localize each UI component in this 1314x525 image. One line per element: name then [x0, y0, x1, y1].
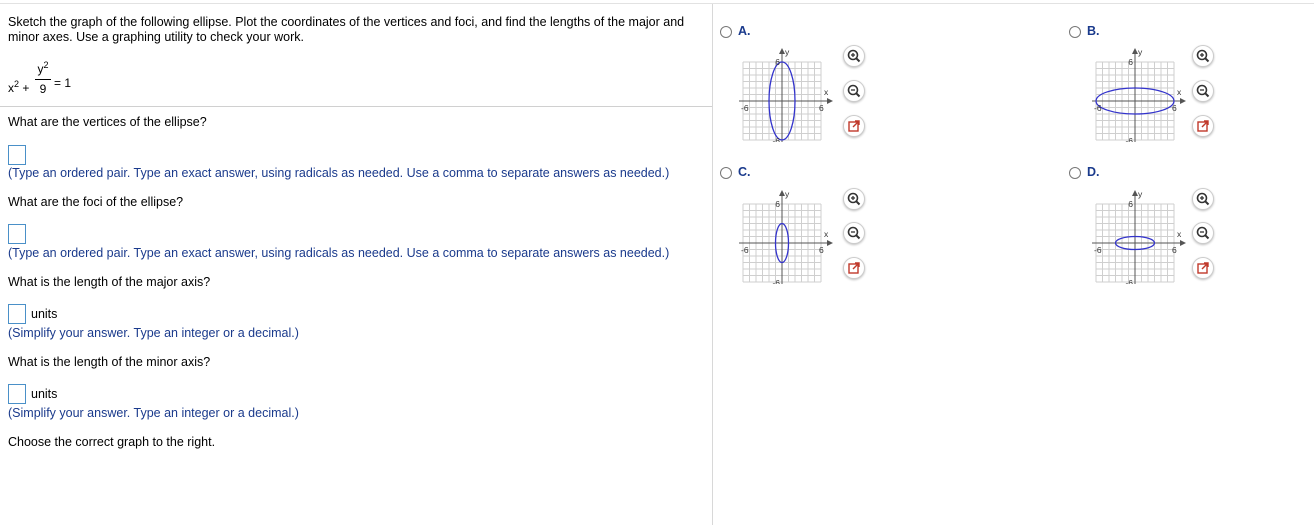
fraction-denominator: 9 [39, 82, 47, 96]
option-a-label: A. [738, 24, 751, 38]
vertices-hint: (Type an ordered pair. Type an exact answer, using radicals as needed. Use a comma to separate answers as needed.) [8, 166, 670, 180]
x-tick-neg: -6 [1094, 245, 1102, 255]
x-tick-pos: 6 [1172, 103, 1177, 113]
option-a-zoom-in-button[interactable] [843, 45, 865, 67]
option-b-radio[interactable] [1069, 26, 1081, 38]
equation-rhs: = 1 [54, 76, 72, 90]
minor-axis-hint: (Simplify your answer. Type an integer or a decimal.) [8, 406, 299, 420]
option-b-label: B. [1087, 24, 1100, 38]
x-squared-term: $x^2$ + [8, 79, 30, 95]
option-d-label: D. [1087, 165, 1100, 179]
zoom-out-icon [844, 81, 864, 101]
option-d-radio[interactable] [1069, 167, 1081, 179]
popout-icon [1193, 258, 1213, 278]
foci-answer-input[interactable] [8, 224, 26, 244]
foci-question: What are the foci of the ellipse? [8, 195, 184, 209]
zoom-out-icon [1193, 81, 1213, 101]
popout-icon [844, 116, 864, 136]
option-d-zoom-in-button[interactable] [1192, 188, 1214, 210]
major-axis-units: units [31, 307, 58, 321]
y-tick-neg: -6 [1125, 136, 1133, 142]
option-d-graph [1088, 184, 1198, 284]
minor-axis-units: units [31, 387, 58, 401]
x-axis-arrow [827, 240, 833, 246]
x-tick-pos: 6 [1172, 245, 1177, 255]
y-tick-neg: -6 [1125, 278, 1133, 284]
vertices-question: What are the vertices of the ellipse? [8, 115, 207, 129]
fraction-bar [35, 79, 51, 80]
x-axis-label: x [824, 229, 829, 239]
option-b-zoom-out-button[interactable] [1192, 80, 1214, 102]
zoom-in-icon [844, 189, 864, 209]
popout-icon [1193, 116, 1213, 136]
y-tick-pos: 6 [1128, 199, 1133, 209]
y-tick-pos: 6 [775, 57, 780, 67]
zoom-out-icon [844, 223, 864, 243]
y-axis-label: y [785, 189, 790, 199]
y-tick-pos: 6 [775, 199, 780, 209]
zoom-in-icon [1193, 189, 1213, 209]
zoom-in-icon [1193, 46, 1213, 66]
x-axis-arrow [827, 98, 833, 104]
x-tick-neg: -6 [741, 245, 749, 255]
x-axis-arrow [1180, 240, 1186, 246]
question-panel [0, 4, 713, 525]
foci-hint: (Type an ordered pair. Type an exact answer, using radicals as needed. Use a comma to separate answers as needed.) [8, 246, 670, 260]
question-prompt: Sketch the graph of the following ellipse. Plot the coordinates of the vertices and foci, and find the lengths of the major and minor axes. Use a graphing utility to check your work. [8, 15, 685, 44]
y-tick-neg: -6 [772, 136, 780, 142]
x-tick-neg: -6 [741, 103, 749, 113]
vertices-answer-input[interactable] [8, 145, 26, 165]
zoom-in-icon [844, 46, 864, 66]
option-c-graph [735, 184, 845, 284]
fraction-numerator: $y^2$ [37, 60, 49, 76]
option-a-radio[interactable] [720, 26, 732, 38]
popout-icon [844, 258, 864, 278]
x-tick-pos: 6 [819, 103, 824, 113]
minor-axis-question: What is the length of the minor axis? [8, 355, 211, 369]
option-b-zoom-in-button[interactable] [1192, 45, 1214, 67]
x-axis-label: x [1177, 229, 1182, 239]
option-a-graph [735, 42, 845, 142]
option-c-zoom-in-button[interactable] [843, 188, 865, 210]
x-tick-neg: -6 [1094, 103, 1102, 113]
zoom-out-icon [1193, 223, 1213, 243]
y-axis-label: y [1138, 47, 1143, 57]
option-d-popout-button[interactable] [1192, 257, 1214, 279]
major-axis-answer-input[interactable] [8, 304, 26, 324]
minor-axis-answer-input[interactable] [8, 384, 26, 404]
y-axis-label: y [785, 47, 790, 57]
x-axis-label: x [1177, 87, 1182, 97]
option-d-zoom-out-button[interactable] [1192, 222, 1214, 244]
option-c-popout-button[interactable] [843, 257, 865, 279]
final-instruction: Choose the correct graph to the right. [8, 435, 216, 449]
option-a-popout-button[interactable] [843, 115, 865, 137]
section-divider [0, 106, 712, 107]
major-axis-hint: (Simplify your answer. Type an integer or a decimal.) [8, 326, 299, 340]
option-b-graph [1088, 42, 1198, 142]
x-tick-pos: 6 [819, 245, 824, 255]
major-axis-question: What is the length of the major axis? [8, 275, 211, 289]
y-tick-neg: -6 [772, 278, 780, 284]
y-tick-pos: 6 [1128, 57, 1133, 67]
option-c-label: C. [738, 165, 751, 179]
ellipse-equation [8, 60, 128, 100]
y-axis-label: y [1138, 189, 1143, 199]
option-c-zoom-out-button[interactable] [843, 222, 865, 244]
option-a-zoom-out-button[interactable] [843, 80, 865, 102]
x-axis-arrow [1180, 98, 1186, 104]
option-c-radio[interactable] [720, 167, 732, 179]
option-b-popout-button[interactable] [1192, 115, 1214, 137]
x-axis-label: x [824, 87, 829, 97]
